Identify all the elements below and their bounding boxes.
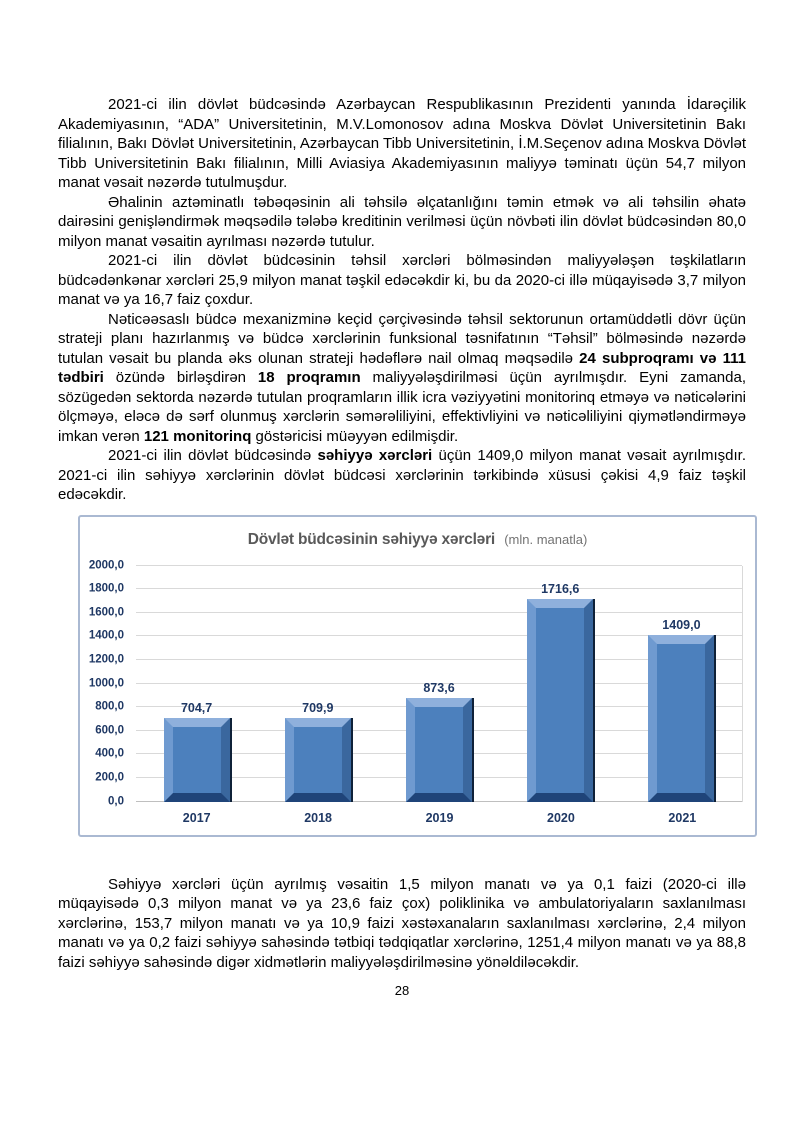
y-axis-tick-label: 600,0 bbox=[95, 724, 124, 737]
x-axis-tick-label: 2021 bbox=[668, 810, 697, 825]
y-axis-tick-label: 0,0 bbox=[108, 795, 124, 807]
bar-slot bbox=[378, 566, 499, 802]
y-axis-tick-label: 2000,0 bbox=[88, 559, 124, 571]
bar bbox=[648, 635, 714, 801]
text-run: 24 subproqramı və 111 tədbiri bbox=[58, 349, 747, 386]
text-run: 2021-ci ilin dövlət büdcəsində bbox=[108, 447, 318, 464]
y-axis-tick-label: 800,0 bbox=[95, 700, 124, 713]
bar bbox=[406, 698, 472, 801]
bar-value-label: 873,6 bbox=[423, 681, 455, 696]
chart-subtitle: (mln. manatla) bbox=[504, 531, 588, 547]
bar bbox=[527, 599, 593, 802]
text-run: göstəricisi müəyyən edilmişdir. bbox=[251, 427, 459, 445]
y-axis-tick-label: 400,0 bbox=[95, 747, 124, 760]
bar-value-label: 704,7 bbox=[180, 701, 213, 716]
y-axis-tick-label: 1000,0 bbox=[88, 677, 124, 689]
text-run: 18 proqramın bbox=[257, 369, 361, 386]
text-run: səhiyyə xərcləri bbox=[317, 447, 433, 464]
bar-slot bbox=[621, 566, 742, 802]
bar-slot bbox=[500, 566, 621, 802]
y-axis-tick-label: 1200,0 bbox=[88, 653, 124, 666]
chart-title-row bbox=[80, 530, 755, 552]
x-axis-tick-label: 2017 bbox=[182, 810, 211, 825]
y-axis bbox=[80, 559, 132, 807]
page-number: 28 bbox=[394, 983, 410, 998]
paragraph bbox=[58, 310, 746, 447]
y-axis-tick-label: 200,0 bbox=[95, 771, 124, 784]
plot-row bbox=[80, 559, 755, 807]
text-run: 121 monitorinq bbox=[143, 427, 252, 445]
text-run: Nəticəəsaslı büdcə mexanizminə keçid çərçivəsində təhsil sektorunun ortamüddətli dövr üçün strateji planı hazırlanmış və büdcə xərclərinin funksional təsnifatının “Təhsil” bölməsində nəzərdə tutulan vəsait bu planda əks olunan strateji hədəflərə nail olmaq məqsədilə bbox=[58, 310, 746, 367]
paragraph bbox=[58, 193, 746, 252]
body-text-bottom bbox=[58, 875, 746, 973]
bar-slot bbox=[257, 566, 378, 802]
text-run: Səhiyyə xərcləri üçün ayrılmış vəsaitin 1,5 milyon manatı və ya 0,1 faizi (2020-ci illə müqayisədə 0,3 milyon manat və ya 23,6 faiz çox) poliklinika və ambulatoriyaların saxlanılması xərclərinə, 153,7 milyon manatı və ya 10,9 faizi xəstəxanaların saxlanılması xərclərinə, 2,4 milyon manatı və ya 0,2 faizi səhiyyə sahəsində tətbiqi tədqiqatlar xərclərinə, 1251,4 milyon manatı və ya 88,8 faizi səhiyyə sahəsində digər xidmətlərin maliyyələşdirilməsinə yönəldiləcəkdir. bbox=[58, 875, 746, 971]
text-run: 2021-ci ilin dövlət büdcəsində Azərbaycan Respublikasının Prezidenti yanında İdarəçilik Akademiyasının, “ADA” Universitetinin, M.V.Lomonosov adına Moskva Dövlət Universitetinin Bakı filialının, Bakı Dövlət Universitetinin, Azərbaycan Tibb Universitetinin, İ.M.Seçenov adına Moskva Dövlət Tibb Universitetinin Bakı filialının, Milli Aviasiya Akademiyasının maliyyə təminatı üçün 54,7 milyon manat vəsait nəzərdə tutulmuşdur. bbox=[58, 96, 746, 191]
text-run: 2021-ci ilin dövlət büdcəsinin təhsil xərcləri bölməsindən maliyyələşən təşkilatların büdcədənkənar xərcləri 25,9 milyon manat təşkil edəcəkdir ki, bu da 2020-ci illə müqayisədə 3,7 milyon manat və ya 16,7 faiz çoxdur. bbox=[58, 252, 746, 308]
paragraph bbox=[58, 875, 746, 973]
y-axis-tick-label: 1400,0 bbox=[88, 629, 124, 642]
bars-container bbox=[136, 566, 742, 802]
text-run: özündə birləşdirən bbox=[103, 369, 258, 386]
plot-area bbox=[136, 566, 743, 802]
chart-title: Dövlət büdcəsinin səhiyyə xərcləri bbox=[247, 530, 496, 548]
bar bbox=[164, 718, 230, 801]
bar-value-label: 1716,6 bbox=[541, 581, 580, 596]
x-axis-tick-label: 2018 bbox=[304, 810, 333, 825]
text-run: Əhalinin aztəminatlı təbəqəsinin ali təhsilə əlçatanlığını təmin etmək və ali təhsilin əhatə dairəsini genişləndirmək məqsədilə tələbə kreditinin verilməsi üçün növbəti ilin dövlət büdcəsindən 80,0 milyon manat vəsaitin ayrılması nəzərdə tutulur. bbox=[58, 193, 746, 250]
bar-value-label: 709,9 bbox=[302, 700, 334, 715]
health-expenditure-chart bbox=[78, 515, 757, 837]
body-text-top bbox=[58, 95, 746, 505]
bar-value-label: 1409,0 bbox=[662, 618, 701, 633]
paragraph bbox=[58, 95, 746, 193]
paragraph bbox=[58, 251, 746, 310]
text-run: maliyyələşdirilməsi üçün ayrılmışdır. Eyni zamanda, sözügedən sektorda nəzərdə tutulan proqramların illik icra vəziyyətini monitorinq etməyə və nəticələrini ölçməyə, eləcə də sərf olunmuş xərclərin səmərəliliyini, effektivliyini və nəticəliliyini qiymətləndirməyə imkan verən bbox=[58, 369, 747, 445]
bar-slot bbox=[136, 566, 257, 802]
bar bbox=[285, 718, 351, 802]
x-axis-tick-label: 2020 bbox=[547, 810, 575, 825]
x-axis-tick-label: 2019 bbox=[425, 810, 454, 825]
y-axis-tick-label: 1800,0 bbox=[88, 582, 124, 595]
x-axis bbox=[136, 809, 743, 829]
y-axis-tick-label: 1600,0 bbox=[88, 606, 124, 619]
text-run: üçün 1409,0 milyon manat vəsait ayrılmışdır. 2021-ci ilin səhiyyə xərclərinin dövlət büdcəsi xərclərinin tərkibində xüsusi çəkisi 4,9 faiz təşkil edəcəkdir. bbox=[58, 447, 747, 503]
paragraph bbox=[58, 446, 746, 505]
